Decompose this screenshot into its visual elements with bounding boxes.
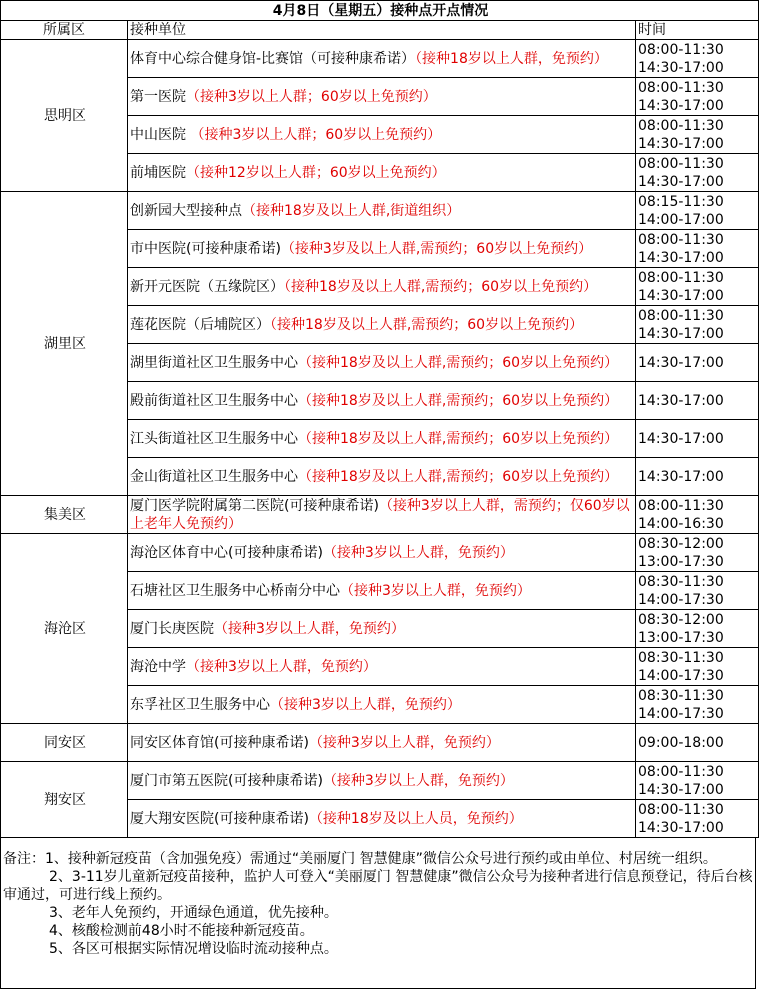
header-district: 所属区: [1, 21, 128, 40]
time-cell: [636, 268, 759, 306]
notes-block: [0, 837, 756, 989]
time-slot: 08:00-11:30: [638, 41, 724, 58]
unit-cell: [128, 686, 636, 724]
time-slot: 08:00-11:30: [638, 763, 724, 780]
unit-cell: [128, 230, 636, 268]
time-cell: [636, 192, 759, 230]
time-slot: 14:30-17:00: [638, 325, 724, 342]
time-cell: [636, 648, 759, 686]
unit-name: 殿前街道社区卫生服务中心: [130, 392, 298, 409]
unit-note: （接种18岁及以上人群,需预约；60岁以上免预约）: [298, 430, 619, 447]
note-1: 备注：1、接种新冠疫苗（含加强免疫）需通过“美丽厦门 智慧健康”微信公众号进行预约或由单位、村居统一组织。: [3, 851, 717, 867]
unit-name: 东孚社区卫生服务中心: [130, 696, 270, 713]
unit-cell: [128, 382, 636, 420]
time-cell: [636, 610, 759, 648]
unit-cell: [128, 496, 636, 534]
time-cell: [636, 230, 759, 268]
unit-note: （接种3岁以上人群；60岁以上免预约）: [186, 88, 437, 105]
unit-name: 厦门医学院附属第二医院(可接种康希诺): [130, 497, 379, 514]
time-slot: 08:30-11:30: [638, 687, 724, 704]
time-cell: [636, 534, 759, 572]
unit-cell: [128, 306, 636, 344]
unit-note: （接种3岁以上人群，免预约）: [308, 734, 500, 751]
unit-note: （接种18岁及以上人群,街道组织）: [242, 202, 461, 219]
table-row: [1, 496, 759, 534]
header-unit: 接种单位: [128, 21, 636, 40]
unit-name: 金山街道社区卫生服务中心: [130, 468, 298, 485]
unit-cell: [128, 800, 636, 838]
note-4: 4、核酸检测前48小时不能接种新冠疫苗。: [49, 923, 314, 939]
unit-name: 厦大翔安医院(可接种康希诺): [130, 810, 309, 827]
unit-name: 同安区体育馆(可接种康希诺): [130, 734, 309, 751]
time-slot: 14:00-16:30: [638, 515, 724, 532]
time-cell: [636, 154, 759, 192]
district-cell: 翔安区: [1, 762, 128, 838]
unit-note: （接种3岁以上人群，免预约）: [340, 582, 531, 599]
time-slot: 14:30-17:00: [638, 59, 724, 76]
time-slot: 14:00-17:30: [638, 591, 724, 608]
time-cell: [636, 306, 759, 344]
table-row: [1, 724, 759, 762]
note-5: 5、各区可根据实际情况增设临时流动接种点。: [49, 941, 338, 957]
note-2: 2、3-11岁儿童新冠疫苗接种，监护人可登入“美丽厦门 智慧健康”微信公众号为接种者进行信息预登记，待后台核审通过，可进行线上预约。: [3, 869, 753, 903]
time-slot: 14:30-17:00: [638, 468, 724, 485]
unit-cell: [128, 40, 636, 78]
time-slot: 14:30-17:00: [638, 135, 724, 152]
unit-note: （接种18岁及以上人群,需预约；60岁以上免预约）: [298, 468, 619, 485]
unit-cell: [128, 78, 636, 116]
district-cell: 思明区: [1, 40, 128, 192]
unit-note: （接种18岁以上人群，免预约）: [415, 50, 608, 67]
unit-cell: [128, 724, 636, 762]
unit-note: （接种18岁及以上人群,需预约；60岁以上免预约）: [270, 316, 584, 333]
district-cell: 集美区: [1, 496, 128, 534]
time-slot: 08:30-11:30: [638, 573, 724, 590]
time-cell: [636, 458, 759, 496]
table-row: [1, 40, 759, 78]
time-slot: 14:30-17:00: [638, 781, 724, 798]
time-slot: 08:00-11:30: [638, 269, 724, 286]
page-title: 4月8日（星期五）接种点开点情况: [1, 1, 759, 21]
time-cell: [636, 686, 759, 724]
unit-name: 湖里街道社区卫生服务中心: [130, 354, 298, 371]
header-time: 时间: [636, 21, 759, 40]
unit-cell: [128, 458, 636, 496]
unit-name: 中山医院: [130, 126, 191, 143]
time-slot: 13:00-17:30: [638, 553, 724, 570]
time-slot: 08:00-11:30: [638, 79, 724, 96]
time-cell: [636, 382, 759, 420]
unit-name: 市中医院(可接种康希诺): [130, 240, 281, 257]
header-row: [1, 21, 759, 40]
time-slot: 08:00-11:30: [638, 117, 724, 134]
time-slot: 09:00-18:00: [638, 734, 724, 751]
unit-name: 江头街道社区卫生服务中心: [130, 430, 298, 447]
unit-note: （接种3岁以上人群，免预约）: [214, 620, 405, 637]
time-slot: 14:00-17:30: [638, 705, 724, 722]
time-slot: 14:00-17:00: [638, 211, 724, 228]
unit-note: （接种3岁以上人群，免预约）: [186, 658, 377, 675]
unit-cell: [128, 116, 636, 154]
table-row: [1, 192, 759, 230]
unit-cell: [128, 648, 636, 686]
time-slot: 14:00-17:30: [638, 667, 724, 684]
unit-note: （接种3岁及以上人群,需预约；60岁以上免预约）: [280, 240, 593, 257]
unit-name: 厦门市第五医院(可接种康希诺): [130, 772, 323, 789]
table-row: [1, 762, 759, 800]
unit-name: 新开元医院（五缘院区）: [130, 278, 284, 295]
time-cell: [636, 724, 759, 762]
unit-cell: [128, 420, 636, 458]
time-slot: 08:00-11:30: [638, 497, 724, 514]
unit-note: （接种3岁以上人群，需预约；仅60岁以上老年人免预约）: [130, 497, 630, 532]
time-cell: [636, 496, 759, 534]
unit-name: 海沧区体育中心(可接种康希诺): [130, 544, 323, 561]
time-cell: [636, 78, 759, 116]
district-cell: 同安区: [1, 724, 128, 762]
unit-cell: [128, 534, 636, 572]
unit-note: （接种18岁及以上人员，免预约）: [308, 810, 523, 827]
time-slot: 13:00-17:30: [638, 629, 724, 646]
unit-note: （接种3岁以上人群，免预约）: [270, 696, 461, 713]
time-slot: 14:30-17:00: [638, 819, 724, 836]
title-row: [1, 1, 759, 21]
time-slot: 08:00-11:30: [638, 231, 724, 248]
time-cell: [636, 116, 759, 154]
time-slot: 08:00-11:30: [638, 801, 724, 818]
time-slot: 08:30-12:00: [638, 535, 724, 552]
unit-cell: [128, 154, 636, 192]
time-slot: 08:30-11:30: [638, 649, 724, 666]
time-slot: 14:30-17:00: [638, 287, 724, 304]
unit-note: （接种18岁及以上人群,需预约；60岁以上免预约）: [284, 278, 598, 295]
district-cell: 海沧区: [1, 534, 128, 724]
time-slot: 08:15-11:30: [638, 193, 724, 210]
unit-note: （接种12岁以上人群；60岁以上免预约）: [186, 164, 446, 181]
unit-name: 莲花医院（后埔院区）: [130, 316, 270, 333]
unit-note: （接种18岁及以上人群,需预约；60岁以上免预约）: [298, 354, 619, 371]
time-cell: [636, 420, 759, 458]
time-cell: [636, 40, 759, 78]
unit-cell: [128, 344, 636, 382]
time-slot: 14:30-17:00: [638, 430, 724, 447]
time-slot: 14:30-17:00: [638, 173, 724, 190]
time-slot: 08:00-11:30: [638, 155, 724, 172]
unit-note: （接种18岁及以上人群,需预约；60岁以上免预约）: [298, 392, 619, 409]
time-slot: 14:30-17:00: [638, 97, 724, 114]
unit-note: （接种3岁以上人群，免预约）: [322, 544, 514, 561]
unit-name: 创新园大型接种点: [130, 202, 242, 219]
unit-cell: [128, 192, 636, 230]
time-slot: 14:30-17:00: [638, 249, 724, 266]
unit-cell: [128, 572, 636, 610]
time-slot: 08:00-11:30: [638, 307, 724, 324]
unit-name: 海沧中学: [130, 658, 186, 675]
time-slot: 14:30-17:00: [638, 354, 724, 371]
unit-name: 厦门长庚医院: [130, 620, 214, 637]
unit-cell: [128, 762, 636, 800]
unit-cell: [128, 610, 636, 648]
table-row: [1, 534, 759, 572]
note-3: 3、老年人免预约，开通绿色通道，优先接种。: [49, 905, 338, 921]
time-slot: 08:30-12:00: [638, 611, 724, 628]
unit-name: 前埔医院: [130, 164, 186, 181]
unit-note: （接种3岁以上人群；60岁以上免预约）: [190, 126, 442, 143]
time-cell: [636, 344, 759, 382]
time-cell: [636, 572, 759, 610]
time-slot: 14:30-17:00: [638, 392, 724, 409]
unit-name: 第一医院: [130, 88, 186, 105]
district-cell: 湖里区: [1, 192, 128, 496]
time-cell: [636, 762, 759, 800]
time-cell: [636, 800, 759, 838]
unit-name: 石塘社区卫生服务中心桥南分中心: [130, 582, 340, 599]
unit-note: （接种3岁以上人群，免预约）: [322, 772, 514, 789]
unit-name: 体育中心综合健身馆-比赛馆（可接种康希诺）: [130, 50, 416, 67]
unit-cell: [128, 268, 636, 306]
